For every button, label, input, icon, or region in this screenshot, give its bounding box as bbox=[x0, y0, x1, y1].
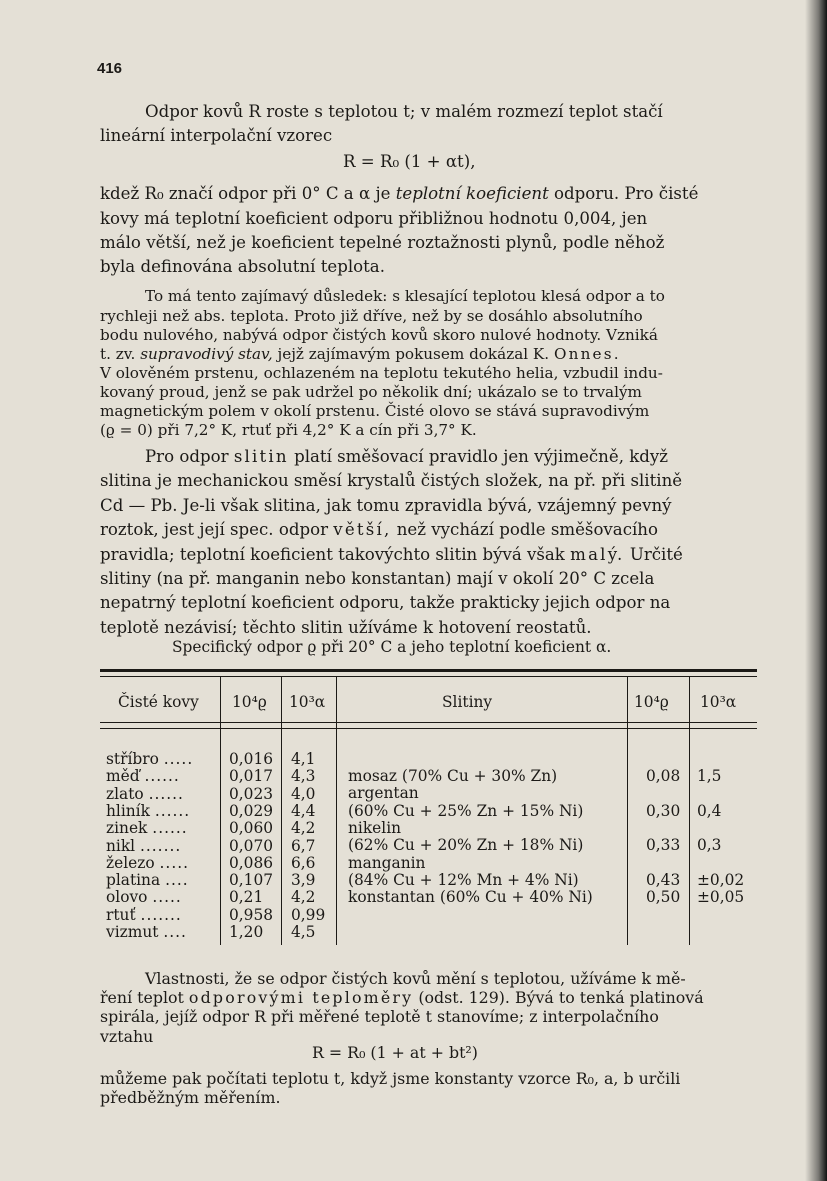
metal-coefficient: 6,6 bbox=[291, 853, 316, 872]
metal-name bbox=[106, 872, 189, 889]
metal-resistivity: 0,21 bbox=[229, 888, 264, 907]
alloy-resistivity: 0,43 bbox=[646, 870, 681, 889]
spaced-word: malý. bbox=[570, 545, 625, 564]
alloy-resistivity: 0,33 bbox=[646, 836, 681, 855]
metal-resistivity: 1,20 bbox=[229, 923, 264, 941]
page-edge-shadow bbox=[805, 0, 827, 1181]
formula-quadratic: R = R₀ (1 + at + bt²) bbox=[312, 1043, 478, 1062]
metal-resistivity: 0,107 bbox=[229, 871, 274, 890]
header-rho: 10⁴ϱ bbox=[634, 693, 669, 711]
alloy-coefficient: 1,5 bbox=[697, 767, 722, 785]
metal-resistivity: 0,017 bbox=[229, 767, 274, 786]
paragraph-line: slitina je mechanickou směsí krystalů čistých složek, na př. při slitině bbox=[100, 471, 683, 490]
leader-dots: .... bbox=[165, 871, 189, 890]
metal-resistivity: 0,060 bbox=[229, 819, 274, 838]
metal-name bbox=[106, 889, 182, 906]
paragraph-line: Cd — Pb. Je-li však slitina, jak tomu zpravidla bývá, vzájemný pevný bbox=[100, 496, 672, 515]
header-alloys: Slitiny bbox=[442, 693, 493, 711]
text: pravidla; teplotní koeficient takovýchto slitin bývá však bbox=[100, 545, 565, 564]
metal-coefficient: 4,5 bbox=[291, 923, 316, 941]
metal-name bbox=[106, 751, 193, 768]
alloy-composition: (60% Cu + 25% Zn + 15% Ni) bbox=[348, 801, 584, 820]
metal-name bbox=[106, 855, 189, 872]
paragraph-line: vztahu bbox=[100, 1027, 154, 1046]
metal-label: nikl bbox=[106, 836, 136, 855]
alloy-coefficient: ±0,05 bbox=[697, 888, 745, 907]
leader-dots: ...... bbox=[154, 801, 191, 820]
metal-name bbox=[106, 907, 182, 924]
alloy-composition: manganin bbox=[348, 853, 426, 872]
paragraph-line bbox=[100, 520, 658, 540]
text: jejž zajímavým pokusem dokázal K. bbox=[277, 345, 550, 363]
leader-dots: ...... bbox=[144, 767, 180, 786]
metal-name bbox=[106, 786, 184, 803]
text: než vychází podle směšovacího bbox=[396, 520, 658, 539]
metal-label: vizmut bbox=[106, 923, 159, 941]
leader-dots: ....... bbox=[140, 836, 182, 855]
note-line: (ϱ = 0) při 7,2° K, rtuť při 4,2° K a cín při 3,7° K. bbox=[100, 421, 477, 439]
spaced-term: odporovými teploměry bbox=[188, 988, 414, 1007]
paragraph-line: kovy má teplotní koeficient odporu přibližnou hodnotu 0,004, jen bbox=[100, 209, 648, 228]
metal-resistivity: 0,086 bbox=[229, 853, 274, 872]
metal-label: zlato bbox=[106, 784, 144, 803]
spaced-word: slitin bbox=[233, 447, 289, 466]
metal-coefficient: 4,2 bbox=[291, 819, 316, 838]
paragraph-line: málo větší, než je koeficient tepelné roztažnosti plynů, podle něhož bbox=[100, 233, 665, 252]
note-line bbox=[100, 344, 621, 364]
text: Určité bbox=[629, 545, 683, 564]
paragraph-line bbox=[100, 545, 683, 565]
alloy-composition: (62% Cu + 20% Zn + 18% Ni) bbox=[348, 836, 584, 855]
term-emphasis: supravodivý stav, bbox=[140, 345, 273, 363]
header-alpha: 10³α bbox=[289, 693, 326, 711]
paragraph-line: spirála, jejíž odpor R při měřené teplotě t stanovíme; z interpolačního bbox=[100, 1007, 659, 1026]
metal-coefficient: 4,2 bbox=[291, 888, 316, 907]
paragraph-line bbox=[100, 184, 698, 204]
text: ření teplot bbox=[100, 988, 184, 1007]
metal-label: olovo bbox=[106, 888, 148, 907]
metal-name bbox=[106, 838, 181, 855]
metal-resistivity: 0,023 bbox=[229, 784, 274, 803]
table-header-rule bbox=[100, 722, 757, 723]
text: t. zv. bbox=[100, 345, 136, 363]
alloy-coefficient: ±0,02 bbox=[697, 870, 745, 889]
paragraph-line: předběžným měřením. bbox=[100, 1088, 281, 1107]
spaced-name: Onnes. bbox=[553, 345, 621, 363]
alloy-resistivity: 0,08 bbox=[646, 767, 681, 785]
text: (odst. 129). Bývá to tenká platinová bbox=[418, 988, 704, 1007]
alloy-composition: (84% Cu + 12% Mn + 4% Ni) bbox=[348, 870, 579, 889]
column-divider bbox=[336, 677, 337, 945]
text: kdež R₀ značí odpor při 0° C a α je bbox=[100, 184, 391, 203]
metal-coefficient: 4,0 bbox=[291, 784, 316, 803]
alloy-coefficient: 0,4 bbox=[697, 801, 722, 820]
metal-coefficient: 0,99 bbox=[291, 905, 326, 924]
metal-coefficient: 4,1 bbox=[291, 750, 316, 768]
text: platí směšovací pravidlo jen výjimečně, když bbox=[294, 447, 669, 466]
intro-line: Odpor kovů R roste s teplotou t; v malém rozmezí teplot stačí bbox=[145, 102, 663, 121]
metal-label: zinek bbox=[106, 819, 148, 838]
alloy-resistivity: 0,50 bbox=[646, 888, 681, 907]
alloy-resistivity: 0,30 bbox=[646, 801, 681, 820]
metal-resistivity: 0,016 bbox=[229, 750, 274, 768]
metal-label: rtuť bbox=[106, 905, 136, 924]
paragraph-line: byla definována absolutní teplota. bbox=[100, 257, 385, 276]
text: odporu. Pro čisté bbox=[554, 184, 699, 203]
table-caption: Specifický odpor ϱ při 20° C a jeho teplotní koeficient α. bbox=[172, 638, 612, 656]
text: Pro odpor bbox=[145, 447, 229, 466]
page-number: 416 bbox=[97, 60, 123, 77]
paragraph-line bbox=[145, 447, 668, 467]
paragraph-line: slitiny (na př. manganin nebo konstantan) mají v okolí 20° C zcela bbox=[100, 569, 655, 588]
leader-dots: ....... bbox=[140, 905, 182, 924]
column-divider bbox=[281, 677, 282, 945]
note-line: To má tento zajímavý důsledek: s klesající teplotou klesá odpor a to bbox=[145, 287, 665, 305]
alloy-coefficient: 0,3 bbox=[697, 836, 722, 855]
formula-linear: R = R₀ (1 + αt), bbox=[343, 152, 476, 171]
leader-dots: .... bbox=[163, 923, 187, 941]
metal-name bbox=[106, 924, 187, 941]
intro-line: lineární interpolační vzorec bbox=[100, 126, 333, 145]
alloy-composition: argentan bbox=[348, 784, 419, 803]
alloy-composition: mosaz (70% Cu + 30% Zn) bbox=[348, 767, 558, 785]
paragraph-line: teplotě nezávisí; těchto slitin užíváme k hotovení reostatů. bbox=[100, 618, 592, 637]
metal-coefficient: 6,7 bbox=[291, 836, 316, 855]
spaced-word: větší, bbox=[333, 520, 392, 539]
leader-dots: ..... bbox=[152, 888, 182, 907]
metal-label: měď bbox=[106, 767, 140, 786]
metal-resistivity: 0,029 bbox=[229, 801, 274, 820]
metal-label: hliník bbox=[106, 801, 150, 820]
metal-label: platina bbox=[106, 871, 161, 890]
alloy-composition: nikelin bbox=[348, 818, 402, 837]
note-line: rychleji než abs. teplota. Proto již dříve, než by se dosáhlo absolutního bbox=[100, 307, 643, 325]
text: roztok, jest její spec. odpor bbox=[100, 520, 329, 539]
metal-label: železo bbox=[106, 853, 155, 872]
column-divider bbox=[220, 677, 221, 945]
metal-name bbox=[106, 820, 188, 837]
header-metals: Čisté kovy bbox=[118, 693, 199, 711]
leader-dots: ..... bbox=[163, 750, 194, 768]
metal-coefficient: 4,4 bbox=[291, 801, 316, 820]
header-rho: 10⁴ϱ bbox=[232, 693, 267, 711]
paragraph-line: můžeme pak počítati teplotu t, když jsme konstanty vzorce R₀, a, b určili bbox=[100, 1069, 681, 1088]
leader-dots: ...... bbox=[148, 784, 184, 803]
leader-dots: ..... bbox=[159, 853, 189, 872]
note-line: bodu nulového, nabývá odpor čistých kovů skoro nulové hodnoty. Vzniká bbox=[100, 326, 658, 344]
metal-name bbox=[106, 768, 180, 785]
metal-resistivity: 0,958 bbox=[229, 905, 274, 924]
note-line: kovaný proud, jenž se pak udržel po několik dní; ukázalo se to trvalým bbox=[100, 383, 642, 401]
column-divider bbox=[627, 677, 628, 945]
table-rule bbox=[100, 676, 757, 677]
column-divider bbox=[689, 677, 690, 945]
metal-coefficient: 4,3 bbox=[291, 767, 316, 786]
table-header-rule bbox=[100, 728, 757, 729]
metal-resistivity: 0,070 bbox=[229, 836, 274, 855]
note-line: magnetickým polem v okolí prstenu. Čisté olovo se stává supravodivým bbox=[100, 402, 650, 420]
paragraph-line bbox=[100, 988, 704, 1008]
paragraph-line: nepatrný teplotní koeficient odporu, takže prakticky jejich odpor na bbox=[100, 593, 671, 612]
alloy-composition: konstantan (60% Cu + 40% Ni) bbox=[348, 888, 593, 907]
header-alpha: 10³α bbox=[700, 693, 737, 711]
leader-dots: ...... bbox=[152, 819, 188, 838]
note-line: V olověném prstenu, ochlazeném na teplotu tekutého helia, vzbudil indu- bbox=[100, 364, 663, 382]
table-top-rule bbox=[100, 669, 757, 672]
term-emphasis: teplotní koeficient bbox=[395, 184, 549, 203]
metal-name bbox=[106, 803, 190, 820]
metal-coefficient: 3,9 bbox=[291, 871, 316, 890]
paragraph-line: Vlastnosti, že se odpor čistých kovů mění s teplotou, užíváme k mě- bbox=[145, 969, 686, 988]
metal-label: stříbro bbox=[106, 750, 159, 768]
